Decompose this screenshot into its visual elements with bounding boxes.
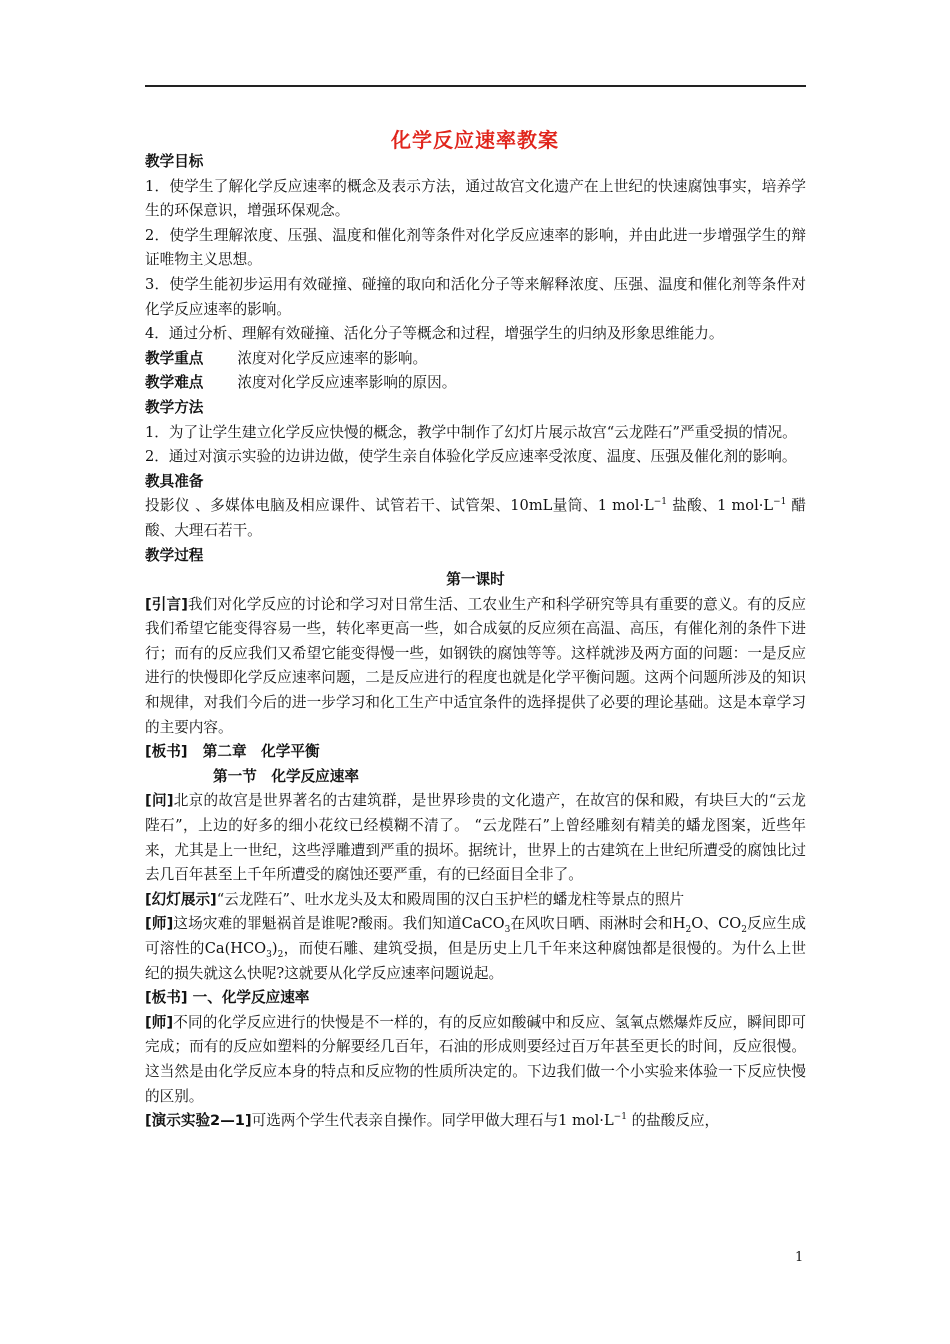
chapter-title: 第二章 化学平衡 (202, 743, 320, 761)
objective-item: 4．通过分析、理解有效碰撞、活化分子等概念和过程，增强学生的归纳及形象思维能力。 (145, 325, 724, 343)
board-line (145, 740, 806, 765)
question-paragraph (145, 789, 806, 887)
objective-item: 3．使学生能初步运用有效碰撞、碰撞的取向和活化分子等来解释浓度、压强、温度和催化剂等条件对化学反应速率的影响。 (145, 275, 806, 318)
slide-tag: [幻灯展示] (145, 890, 217, 908)
teacher-tag: [师] (145, 1013, 174, 1031)
demo-tag: [演示实验2—1] (145, 1112, 252, 1130)
slide-paragraph (145, 888, 806, 913)
intro-paragraph (145, 593, 806, 741)
subscript: 2 (685, 925, 692, 936)
teacher-text: 不同的化学反应进行的快慢是不一样的，有的反应如酸碱中和反应、氢氧点燃爆炸反应，瞬间即可完成；而有的反应如塑料的分解要经几百年，石油的形成则要经过百万年甚至更长的时间，反应很慢。这当然是由化学反应本身的特点和反应物的性质所决定的。下边我们做一个小实验来体验一下反应快慢的区别。 (145, 1013, 806, 1105)
teacher-text: 反应生成可溶性的Ca(HCO (145, 915, 806, 957)
teacher-text: O、CO (691, 915, 742, 933)
subscript: 2 (277, 949, 284, 960)
key-point-label: 教学重点 (145, 349, 204, 367)
subscript: 3 (266, 949, 272, 960)
objective-item: 2．使学生理解浓度、压强、温度和催化剂等条件对化学反应速率的影响，并由此进一步增强学生的辩证唯物主义思想。 (145, 226, 806, 269)
objective-item: 1．使学生了解化学反应速率的概念及表示方法，通过故宫文化遗产在上世纪的快速腐蚀事实，培养学生的环保意识，增强环保观念。 (145, 177, 806, 220)
method-item: 1．为了让学生建立化学反应快慢的概念，教学中制作了幻灯片展示故宫“云龙陛石”严重受损的情况。 (145, 423, 797, 441)
teacher-paragraph (145, 1011, 806, 1109)
question-text: 北京的故宫是世界著名的古建筑群，是世界珍贵的文化遗产，在故宫的保和殿，有块巨大的“云龙陛石”，上边的好多的细小花纹已经模糊不清了。 “云龙陛石”上曾经雕刻有精美的蟠龙图案，近些年来，尤其是上一世纪，这些浮雕遭到严重的损坏。据统计，世界上的古建筑在上世纪所遭受的腐蚀比过去几百年甚至上千年所遭受的腐蚀还要严重，有的已经面目全非了。 (145, 792, 806, 884)
board-line (145, 986, 806, 1011)
demo-text: 的盐酸反应， (626, 1112, 720, 1130)
equipment-part: 投影仪 、多媒体电脑及相应课件、试管若干、试管架、10mL量筒、1 mol·L (145, 497, 654, 515)
superscript: −1 (653, 497, 668, 508)
subscript: 2 (741, 925, 747, 936)
page-number: 1 (795, 1250, 804, 1265)
question-tag: [问] (145, 792, 174, 810)
equipment-part: 盐酸、1 mol·L (667, 497, 774, 515)
teacher-tag: [师] (145, 915, 174, 933)
board-tag: [板书] (145, 743, 188, 761)
header-rule (145, 85, 806, 87)
equipment-heading: 教具准备 (145, 472, 204, 490)
teacher-text: 这场灾难的罪魁祸首是谁呢?酸雨。我们知道CaCO (173, 915, 505, 933)
objectives-heading: 教学目标 (145, 153, 204, 170)
key-point-line (145, 347, 806, 372)
board-text: 一、化学反应速率 (192, 989, 310, 1007)
methods-heading: 教学方法 (145, 398, 204, 416)
document-body (145, 150, 806, 1134)
board-tag: [板书] (145, 989, 188, 1007)
method-item: 2．通过对演示实验的边讲边做，使学生亲自体验化学反应速率受浓度、温度、压强及催化剂的影响。 (145, 448, 797, 466)
teacher-text: 在风吹日晒、雨淋时会和H (510, 915, 686, 933)
section-line (145, 765, 806, 790)
demo-paragraph (145, 1109, 806, 1134)
teacher-text: ，而使石雕、建筑受损，但是历史上几千年来这种腐蚀都是很慢的。为什么上世纪的损失就这么快呢?这就要从化学反应速率问题说起。 (145, 940, 806, 982)
equipment-text (145, 494, 806, 543)
lesson-title: 第一课时 (446, 571, 505, 589)
difficulty-text: 浓度对化学反应速率影响的原因。 (237, 374, 457, 392)
page-title: 化学反应速率教案 (391, 128, 559, 152)
subscript: 3 (504, 925, 511, 936)
superscript: −1 (773, 497, 787, 508)
equipment-part: 醋酸、大理石若干。 (145, 497, 807, 539)
section-title: 第一节 化学反应速率 (213, 767, 359, 785)
key-point-text: 浓度对化学反应速率的影响。 (237, 349, 428, 367)
process-heading: 教学过程 (145, 546, 204, 564)
teacher-paragraph (145, 912, 806, 986)
teacher-text: ) (271, 940, 278, 957)
demo-text: 可选两个学生代表亲自操作。同学甲做大理石与1 mol·L (251, 1112, 614, 1130)
intro-text: 我们对化学反应的讨论和学习对日常生活、工农业生产和科学研究等具有重要的意义。有的反应我们希望它能变得容易一些，转化率更高一些，如合成氨的反应须在高温、高压，有催化剂的条件下进行；而有的反应我们又希望它能变得慢一些，如钢铁的腐蚀等等。这样就涉及两方面的问题：一是反应进行的快慢即化学反应速率问题，二是反应进行的程度也就是化学平衡问题。这两个问题所涉及的知识和规律，对我们今后的进一步学习和化工生产中适宜条件的选择提供了必要的理论基础。这是本章学习的主要内容。 (145, 595, 806, 736)
slide-text: “云龙陛石”、吐水龙头及太和殿周围的汉白玉护栏的蟠龙柱等景点的照片 (216, 890, 685, 908)
difficulty-label: 教学难点 (145, 374, 204, 392)
intro-tag: [引言] (145, 595, 188, 613)
superscript: −1 (613, 1112, 627, 1123)
difficulty-line (145, 371, 806, 396)
